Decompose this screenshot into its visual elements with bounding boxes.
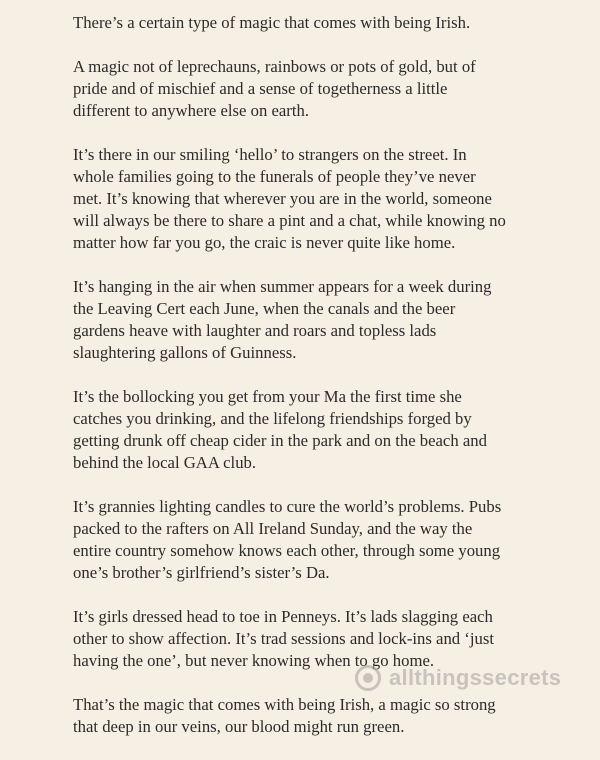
paragraph-4: It’s hanging in the air when summer appears for a week during the Leaving Cert each June, when the canals and the beer gardens heave with laughter and roars and topless lads slaughtering gallons of Guinness. bbox=[73, 277, 492, 362]
paragraph-5: It’s the bollocking you get from your Ma the first time she catches you drinking, and the lifelong friendships forged by getting drunk off cheap cider in the park and on the beach and behind the local GAA club. bbox=[73, 387, 487, 472]
watermark-text: allthingssecrets bbox=[389, 665, 562, 690]
paragraph-8: That’s the magic that comes with being Irish, a magic so strong that deep in our veins, our blood might run green. bbox=[73, 695, 496, 736]
paragraph-6: It’s grannies lighting candles to cure the world’s problems. Pubs packed to the rafters on All Ireland Sunday, and the way the entire country somehow knows each other, through some young one’s brother’s girlfriend’s sister’s Da. bbox=[73, 497, 502, 582]
paragraph-1: There’s a certain type of magic that comes with being Irish. bbox=[73, 13, 471, 32]
paragraph-2: A magic not of leprechauns, rainbows or pots of gold, but of pride and of mischief and a sense of togetherness a little different to anywhere else on earth. bbox=[73, 57, 476, 120]
paragraph-7: It’s girls dressed head to toe in Penneys. It’s lads slagging each other to show affection. It’s trad sessions and lock-ins and ‘just having the one’, but never knowing when to go home. bbox=[73, 607, 494, 670]
paragraph-3: It’s there in our smiling ‘hello’ to strangers on the street. In whole families going to the funerals of people they’ve never met. It’s knowing that wherever you are in the world, someone will always be there to share a pint and a chat, while knowing no matter how far you go, the craic is never quite like home. bbox=[73, 145, 506, 252]
document-body bbox=[73, 12, 588, 760]
